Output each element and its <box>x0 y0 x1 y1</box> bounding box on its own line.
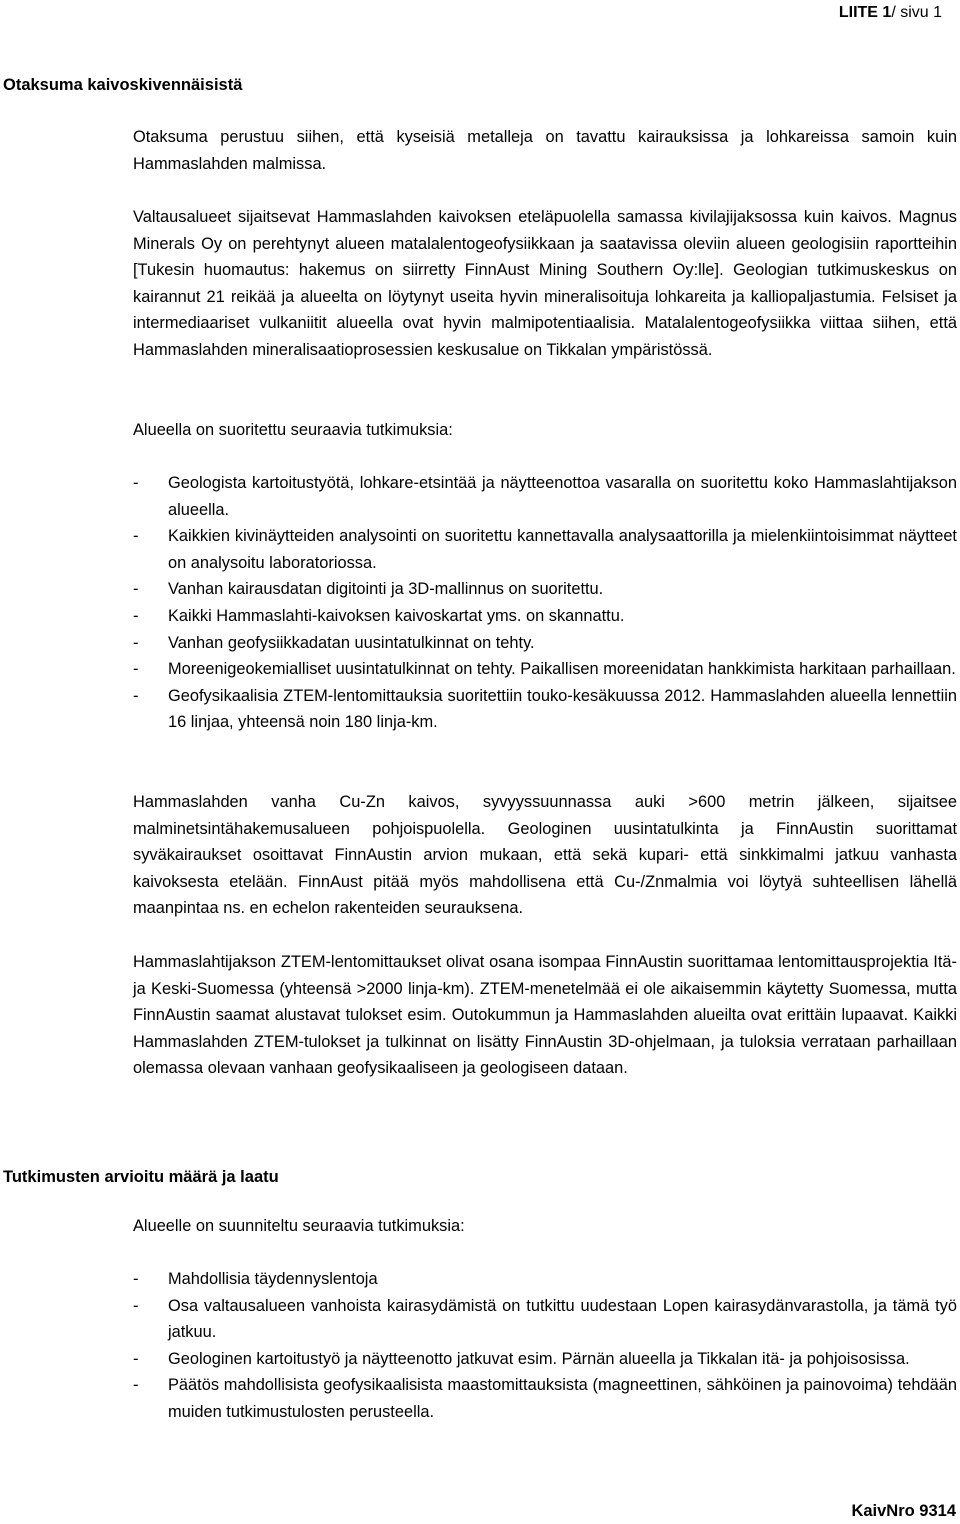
list-item <box>133 1372 957 1425</box>
list-marker: - <box>133 474 139 492</box>
list-marker: - <box>133 660 139 679</box>
list-marker: - <box>133 633 139 652</box>
section-heading-tutkimukset: Tutkimusten arvioitu määrä ja laatu <box>3 1168 279 1186</box>
paragraph-valtausalueet <box>133 204 957 364</box>
paragraph-text: Hammaslahden vanha Cu-Zn kaivos, syvyyssuunnassa auki >600 metrin jälkeen, sijaitsee malminetsintähakemusalueen pohjoispuolella. Geologinen uusintatulkinta ja FinnAustin suorittamat syväkairaukset osoittavat FinnAustin arvion mukaan, että sekä kupari- että sinkkimalmi jatkuu vanhasta kaivoksesta etelään. FinnAust pitää myös mahdollisena että Cu-/Znmalmia voi löytyä suhteellisen lähellä maanpintaa ns. en echelon rakenteiden seurauksena. <box>133 793 957 918</box>
list-marker: - <box>133 1376 139 1395</box>
list-item <box>133 1266 957 1293</box>
list-item-text: Vanhan geofysiikkadatan uusintatulkinnat on tehty. <box>168 633 535 652</box>
list-marker: - <box>133 1349 139 1368</box>
list-intro-performed <box>133 417 957 444</box>
section-heading-otaksuma: Otaksuma kaivoskivennäisistä <box>3 76 243 94</box>
list-item <box>133 523 957 576</box>
appendix-label: LIITE 1 <box>838 4 892 21</box>
paragraph-otaksuma <box>133 124 957 177</box>
list-marker: - <box>133 606 139 625</box>
page-header <box>839 3 942 23</box>
list-item <box>133 656 957 683</box>
list-item <box>133 1346 957 1373</box>
paragraph-hammaslahden-kaivos <box>133 789 957 922</box>
paragraph-text: Valtausalueet sijaitsevat Hammaslahden kaivoksen eteläpuolella samassa kivilajijaksossa kuin kaivos. Magnus Minerals Oy on perehtynyt alueen matalalentogeofysiikkaan ja saatavissa oleviin alueen geologisiin raportteihin [Tukesin huomautus: hakemus on siirretty FinnAust Mining Southern Oy:lle]. Geologian tutkimuskeskus on kairannut 21 reikää ja alueelta on löytynyt useita hyvin mineralisoituja lohkareita ja kalliopaljastumia. Felsiset ja intermediaariset vulkaniitit alueella ovat hyvin malmipotentiaalisia. Matalalentogeofysiikka viittaa siihen, että Hammaslahden mineralisaatioprosessien keskusalue on Tikkalan ympäristössä. <box>133 208 957 359</box>
paragraph-text: Hammaslahtijakson ZTEM-lentomittaukset olivat osana isompaa FinnAustin suorittamaa lentomittausprojektia Itä- ja Keski-Suomessa (yhteensä >2000 linja-km). ZTEM-menetelmää ei ole aikaisemmin käytetty Suomessa, mutta FinnAustin saamat alustavat tulokset esim. Outokummun ja Hammaslahden alueilta ovat erittäin lupaavat. Kaikki Hammaslahden ZTEM-tulokset ja tulkinnat on lisätty FinnAustin 3D-ohjelmaan, ja tuloksia verrataan parhaillaan olemassa olevaan vanhaan geofysikaaliseen ja geologiseen dataan. <box>133 953 957 1078</box>
page-number: / sivu 1 <box>891 4 942 21</box>
footer-document-number: KaivNro 9314 <box>851 1502 956 1520</box>
list-item-text: Päätös mahdollisista geofysikaalisista maastomittauksista (magneettinen, sähköinen ja painovoima) tehdään muiden tutkimustulosten perusteella. <box>168 1376 957 1421</box>
list-item <box>133 576 957 603</box>
list-item-text: Mahdollisia täydennyslentoja <box>168 1270 378 1288</box>
list-item <box>133 603 957 630</box>
paragraph-text: Otaksuma perustuu siihen, että kyseisiä metalleja on tavattu kairauksissa ja lohkareissa samoin kuin Hammaslahden malmissa. <box>133 128 957 173</box>
list-item-text: Kaikki Hammaslahti-kaivoksen kaivoskartat yms. on skannattu. <box>168 606 625 625</box>
paragraph-ztem <box>133 949 957 1082</box>
list-item-text: Geologista kartoitustyötä, lohkare-etsintää ja näytteenottoa vasaralla on suoritettu koko Hammaslahtijakson alueella. <box>168 474 957 519</box>
list-item-text: Geofysikaalisia ZTEM-lentomittauksia suoritettiin touko-kesäkuussa 2012. Hammaslahden alueella lennettiin 16 linjaa, yhteensä noin 180 linja-km. <box>168 686 957 732</box>
list-marker: - <box>133 686 139 705</box>
list-item <box>133 683 957 736</box>
list-intro-text: Alueella on suoritettu seuraavia tutkimuksia: <box>133 421 453 439</box>
list-item <box>133 630 957 657</box>
list-item-text: Vanhan kairausdatan digitointi ja 3D-mallinnus on suoritettu. <box>168 580 604 599</box>
list-marker: - <box>133 1296 139 1315</box>
list-item-text: Kaikkien kivinäytteiden analysointi on suoritettu kannettavalla analysaattorilla ja mielenkiintoisimmat näytteet on analysoitu laboratoriossa. <box>168 527 957 572</box>
list-marker: - <box>133 580 139 599</box>
planned-studies-list <box>133 1266 957 1426</box>
list-marker: - <box>133 1270 139 1288</box>
list-marker: - <box>133 527 139 546</box>
list-item <box>133 470 957 523</box>
list-item-text: Osa valtausalueen vanhoista kairasydämistä on tutkittu uudestaan Lopen kairasydänvarastolla, ja tämä työ jatkuu. <box>168 1296 957 1342</box>
list-intro-text: Alueelle on suunniteltu seuraavia tutkimuksia: <box>133 1217 465 1235</box>
performed-studies-list <box>133 470 957 736</box>
list-item <box>133 1293 957 1346</box>
list-item-text: Geologinen kartoitustyö ja näytteenotto jatkuvat esim. Pärnän alueella ja Tikkalan itä- ja pohjoisosissa. <box>168 1349 910 1368</box>
list-intro-planned <box>133 1213 957 1240</box>
list-item-text: Moreenigeokemialliset uusintatulkinnat on tehty. Paikallisen moreenidatan hankkimista harkitaan parhaillaan. <box>168 660 956 679</box>
